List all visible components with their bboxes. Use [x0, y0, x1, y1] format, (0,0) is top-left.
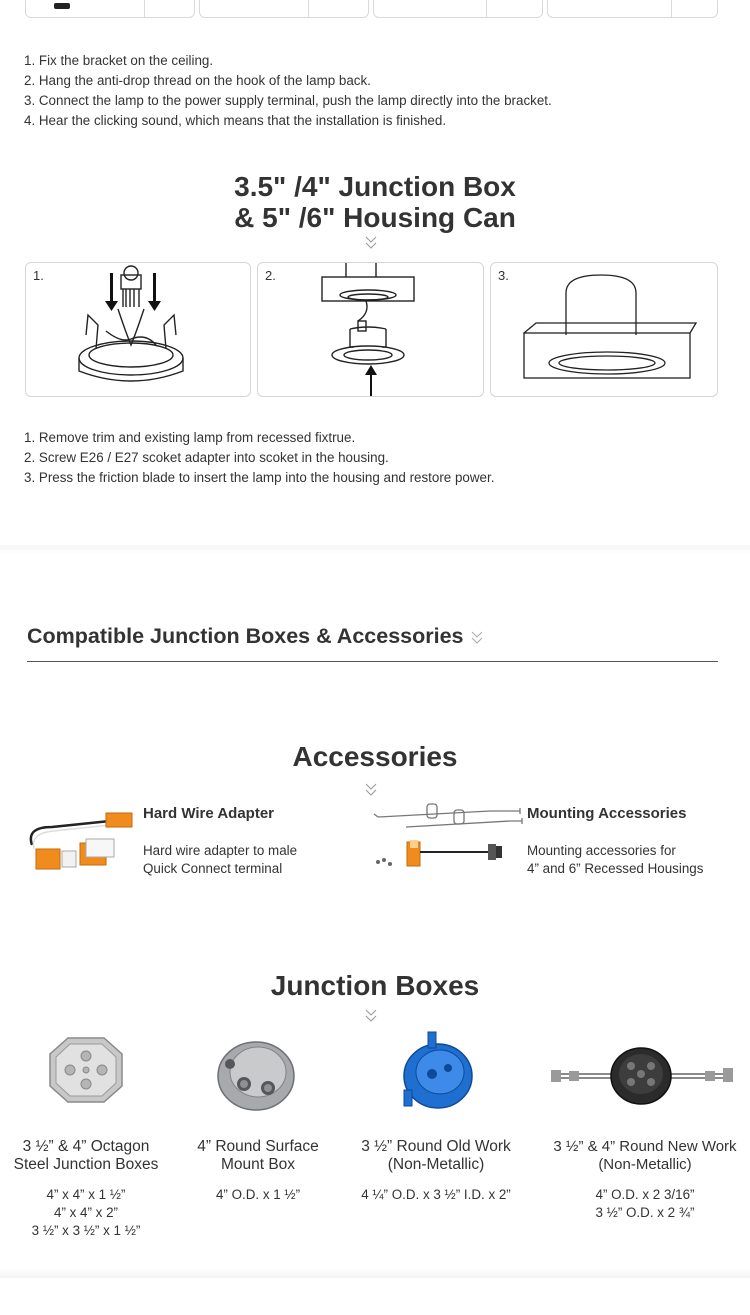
chevron-down-icon: [365, 783, 377, 797]
junction-boxes-heading: Junction Boxes: [270, 970, 480, 1001]
top-card-1: [25, 0, 195, 18]
accessories-heading: Accessories: [292, 741, 458, 772]
octagon-box-photo-icon: [46, 1034, 126, 1106]
top-card-4: [547, 0, 718, 18]
junction-box-name-line: 3 ½” Round Old Work: [361, 1138, 511, 1155]
housing-can-illustration-icon: [491, 263, 718, 397]
figure-card-1: [25, 262, 251, 397]
junction-box-size: 4” O.D. x 2 3/16”: [595, 1187, 695, 1202]
junction-box-name-line: 4” Round Surface: [197, 1138, 319, 1155]
junction-box-name-line: 3 ½” & 4” Octagon: [22, 1138, 150, 1155]
junction-box-name-line: (Non-Metallic): [387, 1156, 485, 1173]
section-divider: [0, 545, 750, 555]
section-rule: [27, 661, 718, 662]
install-step: 2. Screw E26 / E27 scoket adapter into scoket in the housing.: [24, 450, 389, 465]
socket-adapter-illustration-icon: [258, 263, 484, 397]
junction-heading-line2: & 5" /6" Housing Can: [234, 202, 516, 233]
top-card-2: [199, 0, 369, 18]
accessory-title: Mounting Accessories: [527, 805, 687, 822]
junction-box-size: 4” O.D. x 1 ½”: [215, 1187, 301, 1202]
install-step: 1. Remove trim and existing lamp from recessed fixtrue.: [24, 430, 356, 445]
install-step: 3. Connect the lamp to the power supply terminal, push the lamp directly into the bracket.: [24, 93, 552, 108]
new-work-box-photo-icon: [547, 1044, 737, 1108]
accessory-title: Hard Wire Adapter: [143, 805, 275, 822]
mounting-accessories-photo-icon: [370, 800, 525, 875]
junction-box-size: 3 ½” O.D. x 2 ¾”: [595, 1205, 695, 1220]
section-divider: [0, 1268, 750, 1278]
accessory-desc-line: Quick Connect terminal: [143, 861, 283, 876]
junction-heading-line1: 3.5" /4" Junction Box: [234, 171, 516, 202]
install-step: 2. Hang the anti-drop thread on the hook of the lamp back.: [24, 73, 371, 88]
accessory-desc: [527, 842, 703, 878]
install-step: 3. Press the friction blade to insert the lamp into the housing and restore power.: [24, 470, 495, 485]
trim-removal-illustration-icon: [26, 263, 251, 397]
junction-box-name-line: Mount Box: [220, 1156, 296, 1173]
junction-box-size: 4” x 4” x 1 ½”: [46, 1187, 126, 1202]
accessory-desc-line: Hard wire adapter to male: [143, 843, 298, 858]
install-step: 4. Hear the clicking sound, which means that the installation is finished.: [24, 113, 447, 128]
junction-box-name-line: Steel Junction Boxes: [13, 1156, 159, 1173]
junction-box-name-line: 3 ½” & 4” Round New Work: [553, 1138, 737, 1155]
install-steps-a: [24, 51, 552, 131]
junction-box-size: 4” x 4” x 2”: [54, 1205, 118, 1220]
compatible-title-text: Compatible Junction Boxes & Accessories: [27, 624, 464, 648]
junction-box-name: [336, 1138, 536, 1174]
top-card-3: [373, 0, 543, 18]
junction-box-name-line: (Non-Metallic): [598, 1156, 692, 1173]
accessory-desc-line: 4” and 6” Recessed Housings: [527, 861, 704, 876]
figure-card-3: [490, 262, 718, 397]
chevron-down-icon: [471, 631, 483, 645]
figure-card-2: [257, 262, 484, 397]
junction-box-name: [543, 1138, 747, 1174]
junction-box-name: [158, 1138, 358, 1174]
hard-wire-adapter-photo-icon: [22, 805, 137, 875]
junction-box-sizes: [158, 1186, 358, 1204]
accessory-desc-line: Mounting accessories for: [527, 843, 676, 858]
accessory-desc: [143, 842, 297, 878]
figure-number: 1.: [33, 268, 44, 283]
chevron-down-icon: [365, 236, 377, 250]
round-surface-box-photo-icon: [214, 1036, 300, 1114]
junction-box-sizes: [336, 1186, 536, 1204]
junction-box-size: 4 ¼” O.D. x 3 ½” I.D. x 2”: [361, 1187, 511, 1202]
junction-box-size: 3 ½” x 3 ½” x 1 ½”: [31, 1223, 141, 1238]
compatible-title: [27, 624, 483, 649]
chevron-down-icon: [365, 1009, 377, 1023]
figure-number: 2.: [265, 268, 276, 283]
junction-box-sizes: [543, 1186, 747, 1222]
install-steps-b: [24, 428, 494, 488]
old-work-box-photo-icon: [398, 1030, 480, 1112]
install-step: 1. Fix the bracket on the ceiling.: [24, 53, 214, 68]
figure-number: 3.: [498, 268, 509, 283]
